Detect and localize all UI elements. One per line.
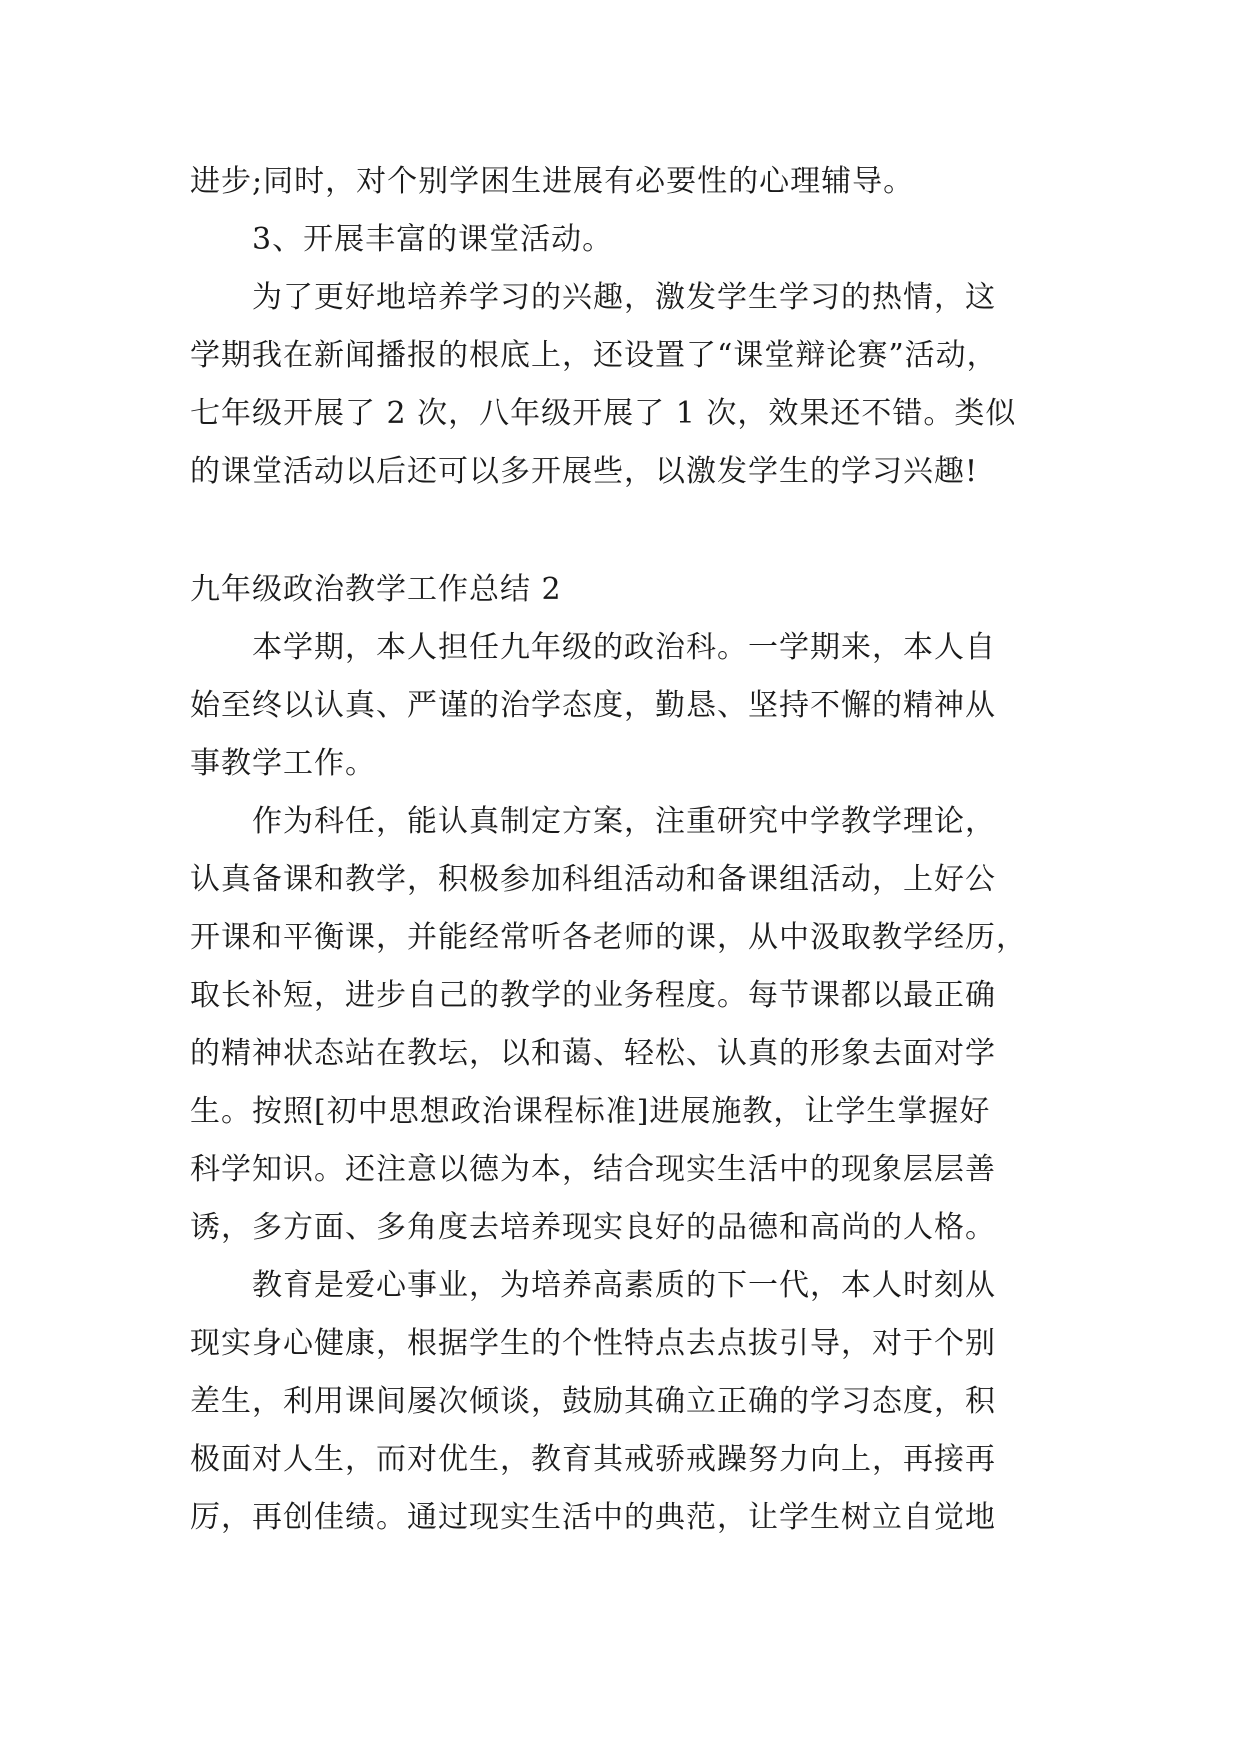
list-heading: 3、开展丰富的课堂活动。 <box>252 222 614 257</box>
text-line: 进步;同时，对个别学困生进展有必要性的心理辅导。 <box>190 164 915 199</box>
text-line: 认真备课和教学，积极参加科组活动和备课组活动，上好公 <box>190 862 996 897</box>
text-line: 的精神状态站在教坛，以和蔼、轻松、认真的形象去面对学 <box>190 1036 996 1071</box>
text-line: 诱，多方面、多角度去培养现实良好的品德和高尚的人格。 <box>190 1210 996 1245</box>
paragraph-start: 教育是爱心事业，为培养高素质的下一代，本人时刻从 <box>252 1268 996 1303</box>
text-line: 始至终以认真、严谨的治学态度，勤恳、坚持不懈的精神从 <box>190 688 996 723</box>
text-line: 开课和平衡课，并能经常听各老师的课，从中汲取教学经历， <box>190 920 1027 955</box>
text-line: 厉，再创佳绩。通过现实生活中的典范，让学生树立自觉地 <box>190 1500 996 1535</box>
text-line: 差生，利用课间屡次倾谈，鼓励其确立正确的学习态度，积 <box>190 1384 996 1419</box>
paragraph-start: 为了更好地培养学习的兴趣，激发学生学习的热情，这 <box>252 280 996 315</box>
text-line: 七年级开展了 2 次，八年级开展了 1 次，效果还不错。类似 <box>190 396 1017 431</box>
text-line: 生。按照[初中思想政治课程标准]进展施教，让学生掌握好 <box>190 1094 991 1129</box>
text-line: 的课堂活动以后还可以多开展些，以激发学生的学习兴趣! <box>190 454 979 489</box>
text-line: 极面对人生，而对优生，教育其戒骄戒躁努力向上，再接再 <box>190 1442 996 1477</box>
paragraph-start: 本学期，本人担任九年级的政治科。一学期来，本人自 <box>252 630 996 665</box>
text-line: 学期我在新闻播报的根底上，还设置了“课堂辩论赛”活动， <box>190 338 998 373</box>
text-line: 现实身心健康，根据学生的个性特点去点拔引导，对于个别 <box>190 1326 996 1361</box>
text-line: 科学知识。还注意以德为本，结合现实生活中的现象层层善 <box>190 1152 996 1187</box>
text-line: 事教学工作。 <box>190 746 376 781</box>
paragraph-start: 作为科任，能认真制定方案，注重研究中学教学理论， <box>252 804 996 839</box>
text-line: 取长补短，进步自己的教学的业务程度。每节课都以最正确 <box>190 978 996 1013</box>
section-title: 九年级政治教学工作总结 2 <box>190 572 562 607</box>
